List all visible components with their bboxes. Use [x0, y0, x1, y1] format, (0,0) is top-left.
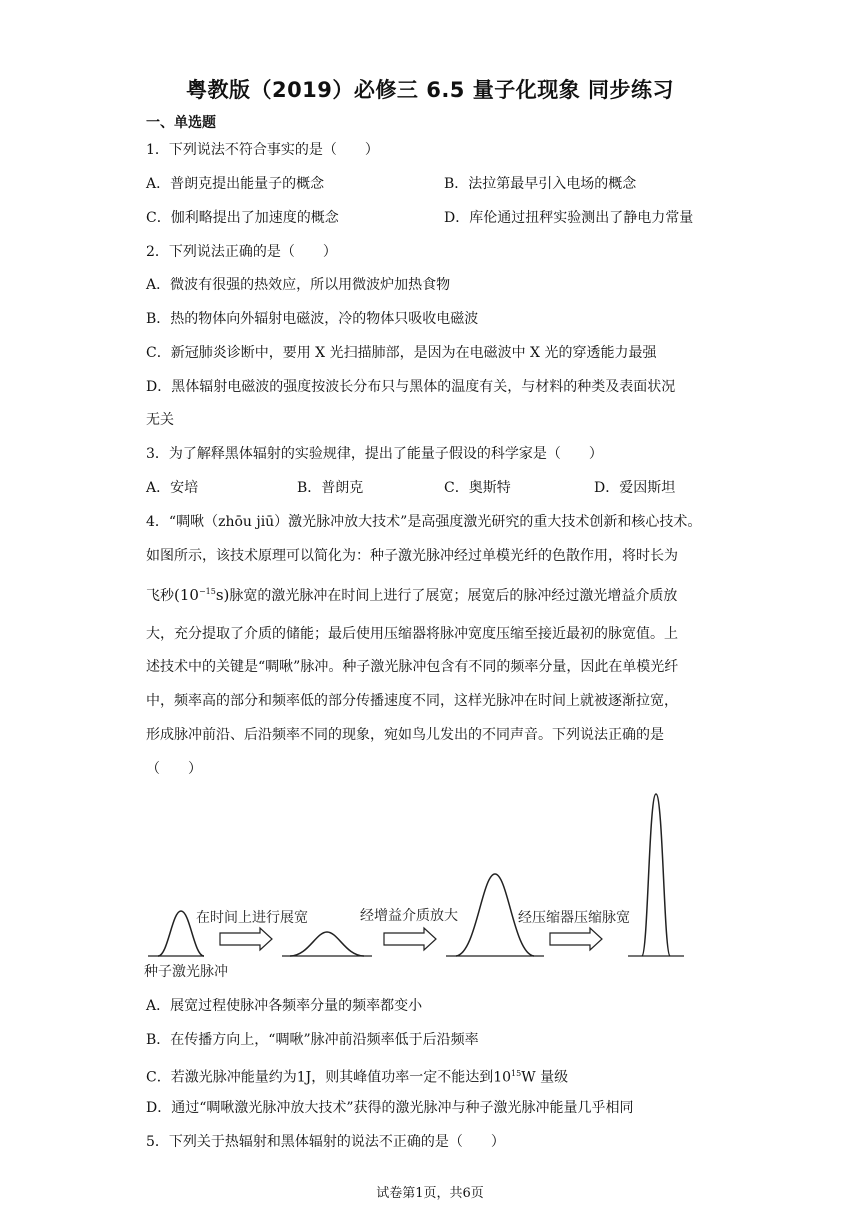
chirped-pulse-amplification-diagram — [140, 786, 700, 986]
q2-option-b: B．热的物体向外辐射电磁波，冷的物体只吸收电磁波 — [146, 311, 479, 327]
q4-femtosecond-formula: $(10^{-15}s)$ — [174, 586, 230, 604]
q4-option-a: A．展宽过程使脉冲各频率分量的频率都变小 — [146, 998, 423, 1014]
q5-stem: 5．下列关于热辐射和黑体辐射的说法不正确的是（ ） — [146, 1134, 505, 1150]
q3-option-c: C．奥斯特 — [444, 480, 511, 496]
q3-stem: 3．为了解释黑体辐射的实验规律，提出了能量子假设的科学家是（ ） — [146, 446, 603, 462]
q4-option-c: C．若激光脉冲能量约为1J，则其峰值功率一定不能达到$10^{15}W$ 量级 — [146, 1069, 569, 1086]
compress-arrow-icon — [550, 928, 602, 950]
q2-option-d-line2: 无关 — [146, 412, 174, 428]
q3-option-d: D．爱因斯坦 — [594, 480, 676, 496]
q4-line8: （ ） — [146, 761, 202, 777]
q2-stem: 2．下列说法正确的是（ ） — [146, 244, 337, 260]
q4-line2: 如图所示，该技术原理可以简化为：种子激光脉冲经过单模光纤的色散作用，将时长为 — [146, 548, 678, 564]
q4-option-d: D．通过“啁啾激光脉冲放大技术”获得的激光脉冲与种子激光脉冲能量几乎相同 — [146, 1100, 634, 1116]
page-title: 粤教版（2019）必修三 6.5 量子化现象 同步练习 — [185, 78, 675, 102]
q1-option-d: D．库伦通过扭秤实验测出了静电力常量 — [444, 210, 694, 226]
expand-arrow-icon — [220, 928, 272, 950]
q4-option-b: B．在传播方向上，“啁啾”脉冲前沿频率低于后沿频率 — [146, 1032, 479, 1048]
amplify-arrow-icon — [384, 928, 436, 950]
q1-stem: 1．下列说法不符合事实的是（ ） — [146, 142, 379, 158]
q2-option-c: C．新冠肺炎诊断中，要用 X 光扫描肺部，是因为在电磁波中 X 光的穿透能力最强 — [146, 345, 657, 361]
q3-option-b: B．普朗克 — [297, 480, 364, 496]
q1-option-a: A．普朗克提出能量子的概念 — [146, 176, 325, 192]
q4-line5: 述技术中的关键是“啁啾”脉冲。种子激光脉冲包含有不同的频率分量，因此在单模光纤 — [146, 659, 679, 675]
q4-line6: 中，频率高的部分和频率低的部分传播速度不同，这样光脉冲在时间上就被逐渐拉宽， — [146, 693, 678, 709]
q2-option-d-line1: D．黑体辐射电磁波的强度按波长分布只与黑体的温度有关，与材料的种类及表面状况 — [146, 379, 676, 395]
q4-line4: 大，充分提取了介质的储能；最后使用压缩器将脉冲宽度压缩至接近最初的脉宽值。上 — [146, 626, 678, 642]
q4-line3-prefix: 飞秒 — [146, 588, 174, 604]
label-compress: 经压缩器压缩脉宽 — [518, 910, 630, 926]
label-expand: 在时间上进行展宽 — [196, 910, 308, 926]
q4-line1: 4．“啁啾（zhōu jiū）激光脉冲放大技术”是高强度激光研究的重大技术创新和核心技术。 — [146, 514, 702, 530]
q1-option-c: C．伽利略提出了加速度的概念 — [146, 210, 339, 226]
stretched-pulse-curve — [290, 932, 364, 956]
q3-option-a: A．安培 — [146, 480, 199, 496]
label-amplify: 经增益介质放大 — [360, 908, 458, 924]
q2-option-a: A．微波有很强的热效应，所以用微波炉加热食物 — [146, 277, 451, 293]
q4-option-c-exponent: 15 — [511, 1069, 522, 1078]
q1-option-b: B．法拉第最早引入电场的概念 — [444, 176, 637, 192]
label-seed: 种子激光脉冲 — [144, 964, 228, 980]
q4-line3-rest: 脉宽的激光脉冲在时间上进行了展宽；展宽后的脉冲经过激光增益介质放 — [229, 588, 678, 604]
page-footer: 试卷第1页，共6页 — [376, 1186, 484, 1201]
compressed-pulse-curve — [642, 794, 670, 956]
section-heading: 一、单选题 — [146, 115, 216, 131]
q4-line7: 形成脉冲前沿、后沿频率不同的现象，宛如鸟儿发出的不同声音。下列说法正确的是 — [146, 727, 664, 743]
q4-line3 — [146, 582, 677, 606]
